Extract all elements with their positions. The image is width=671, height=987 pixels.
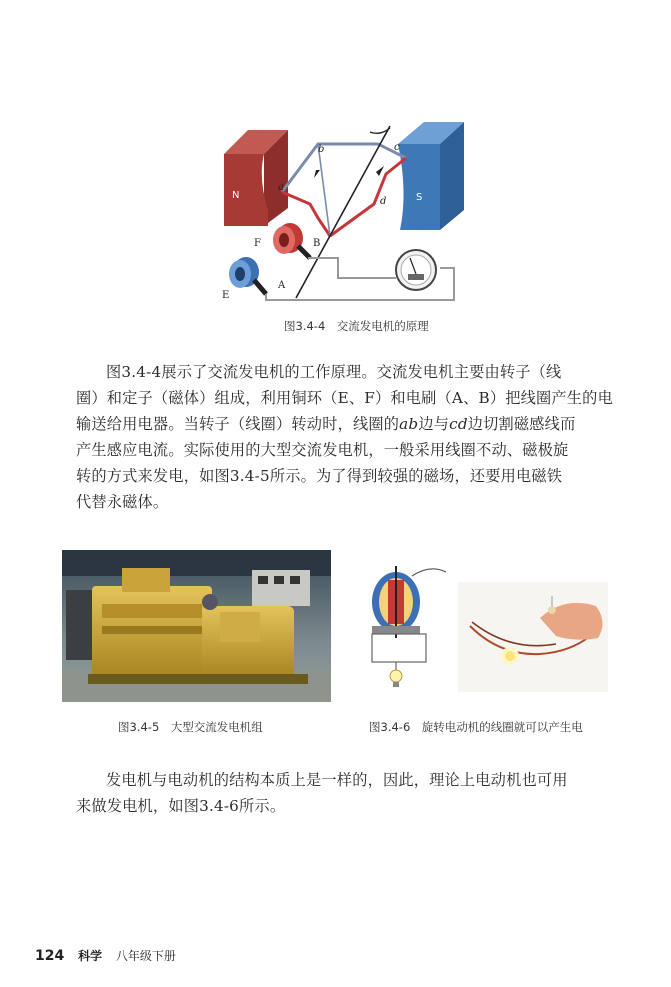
page-footer bbox=[35, 947, 176, 964]
paragraph-1-line-2: 圈）和定子（磁体）组成，利用铜环（E、F）和电刷（A、B）把线圈产生的电 bbox=[76, 389, 613, 407]
wire-b bbox=[308, 258, 396, 278]
coil-label-c: c bbox=[394, 142, 400, 153]
line-3-part-1: 输送给用电器。当转子（线圈）转动时，线圈的 bbox=[76, 415, 400, 433]
paragraph-1-line-4: 产生感应电流。实际使用的大型交流发电机，一般采用线圈不动、磁极旋 bbox=[76, 441, 569, 459]
coil-label-d: d bbox=[380, 196, 387, 207]
ring-label-e: E bbox=[222, 290, 230, 301]
side-cd: cd bbox=[449, 415, 468, 433]
brush-label-b: B bbox=[313, 238, 321, 249]
current-arrow-d bbox=[376, 166, 384, 176]
coil bbox=[282, 144, 406, 236]
page-number: 124 bbox=[35, 948, 65, 964]
paragraph-2-line-1: 发电机与电动机的结构本质上是一样的，因此，理论上电动机也可用 bbox=[106, 771, 568, 789]
magnet-label-s: S bbox=[416, 192, 423, 203]
brush-b bbox=[298, 246, 310, 258]
hand-photo bbox=[458, 582, 608, 692]
brush-label-a: A bbox=[278, 280, 286, 291]
figure-caption-5: 图3.4-5 大型交流发电机组 bbox=[118, 720, 263, 734]
figure-caption-main: 图3.4-4 交流发电机的原理 bbox=[284, 319, 429, 333]
coil-label-a: a bbox=[278, 182, 284, 193]
coil-label-b: b bbox=[318, 144, 325, 155]
motor-schematic bbox=[372, 566, 446, 687]
line-3-part-2: 边与 bbox=[418, 415, 450, 433]
rotation-axis bbox=[296, 126, 390, 298]
south-magnet bbox=[398, 122, 464, 230]
galvanometer bbox=[396, 250, 436, 290]
brush-a bbox=[254, 280, 266, 294]
paragraph-1-line-3 bbox=[76, 411, 616, 437]
generator-set-photo bbox=[62, 550, 331, 702]
grade-label: 八年级下册 bbox=[115, 949, 176, 963]
line-3-part-3: 边切割磁感线而 bbox=[467, 415, 576, 433]
north-magnet bbox=[224, 130, 288, 226]
motor-as-generator-illustration bbox=[360, 556, 612, 702]
current-arrow-a bbox=[314, 170, 320, 178]
paragraph-1-line-1: 图3.4-4展示了交流发电机的工作原理。交流发电机主要由转子（线 bbox=[106, 363, 562, 381]
paragraph-1 bbox=[76, 359, 616, 515]
paragraph-1-line-5: 转的方式来发电，如图3.4-5所示。为了得到较强的磁场，还要用电磁铁 bbox=[76, 467, 563, 485]
figure-caption-6: 图3.4-6 旋转电动机的线圈就可以产生电 bbox=[369, 720, 583, 734]
paragraph-2-line-2: 来做发电机，如图3.4-6所示。 bbox=[76, 797, 286, 815]
ring-label-f: F bbox=[254, 238, 261, 249]
paragraph-1-line-6: 代替永磁体。 bbox=[76, 493, 169, 511]
side-ab: ab bbox=[399, 415, 419, 433]
book-title: 科学 bbox=[78, 949, 103, 963]
magnet-label-n: N bbox=[232, 190, 240, 201]
generator-principle-diagram bbox=[218, 118, 464, 306]
paragraph-2 bbox=[76, 767, 616, 819]
